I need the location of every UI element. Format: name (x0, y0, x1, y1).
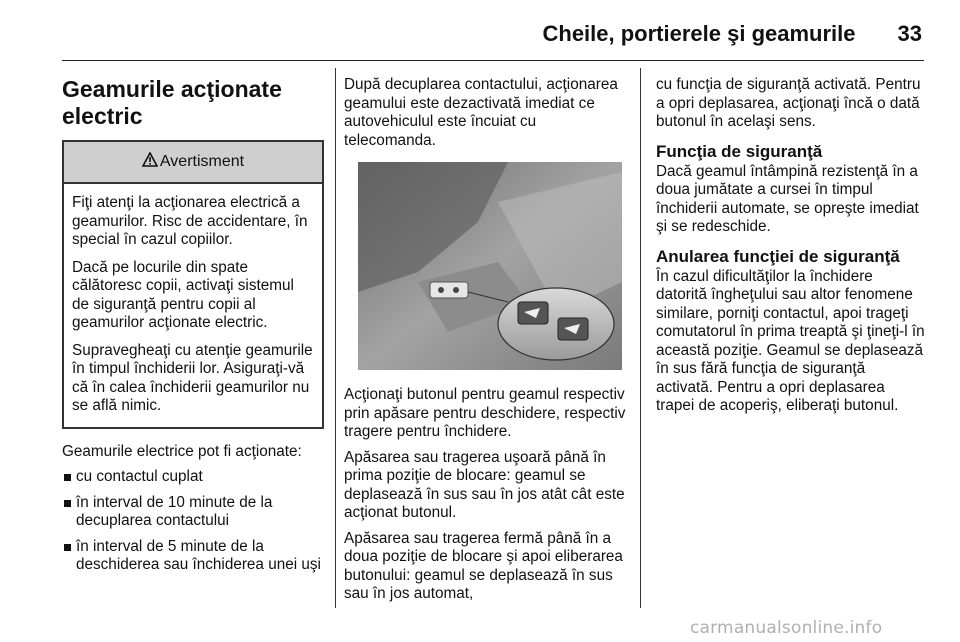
subheading-cancel-safety: Anularea funcţiei de siguranţă (656, 246, 900, 266)
warning-header (64, 142, 322, 184)
paragraph: Apăsarea sau tragerea fermă până în a doua poziţie de blocare şi apoi eliberarea butonului: geamul se deplasează în sus sau în jos automat, (344, 529, 623, 602)
paragraph: După decuplarea contactului, acţionarea geamului este dezactivată imediat ce autovehiculul este încuiat cu telecomanda. (344, 76, 618, 149)
paragraph: cu funcţia de siguranţă activată. Pentru a opri deplasarea, acţionaţi încă o dată butonul în acelaşi sens. (656, 76, 921, 130)
paragraph: Acţionaţi butonul pentru geamul respectiv prin apăsare pentru deschidere, respectiv tragere pentru închidere. (344, 386, 626, 440)
column-divider-1 (335, 68, 336, 608)
warning-paragraph: Fiţi atenţi la acţionarea electrică a geamurilor. Risc de accidentare, în special în cazul copiilor. (72, 194, 308, 248)
section-title (62, 76, 324, 130)
window-switch-photo (358, 162, 622, 370)
warning-triangle-icon (142, 152, 158, 173)
watermark: carmanualsonline.info (690, 618, 883, 638)
bullet-list (62, 468, 324, 575)
list-item: cu contactul cuplat (62, 468, 324, 487)
warning-body (64, 184, 322, 427)
header-rule (62, 60, 924, 61)
column-1 (62, 68, 324, 582)
header-title: Cheile, portierele şi geamurile (542, 21, 856, 46)
column-2 (344, 68, 626, 611)
intro-text: Geamurile electrice pot fi acţionate: (62, 442, 302, 460)
page-header (0, 14, 922, 54)
column-divider-2 (640, 68, 641, 608)
warning-heading: Avertisment (159, 152, 245, 170)
page-number: 33 (897, 21, 922, 46)
list-item: în interval de 5 minute de la deschiderea sau închiderea unei uşi (62, 538, 324, 575)
section-title-line1: Geamurile acţionate (62, 76, 282, 102)
subheading-safety-function: Funcţia de siguranţă (656, 141, 823, 161)
warning-box (62, 140, 324, 429)
section-title-line2: electric (62, 103, 143, 129)
paragraph: În cazul dificultăţilor la închidere datorită îngheţului sau altor fenomene similare, porniţi contactul, apoi trageţi comutatorul în prima treaptă şi ţineţi-l în această poziţie. Geamul se deplasează în sus fără funcţia de siguranţă activată. Pentru a opri deplasarea trapei de acoperiş, eliberaţi butonul. (656, 267, 925, 414)
paragraph: Dacă geamul întâmpină rezistenţă în a doua jumătate a cursei în timpul închiderii automate, se opreşte imediat şi se redeschide. (656, 162, 919, 235)
warning-paragraph: Dacă pe locurile din spate călătoresc copii, activaţi sistemul de siguranţă pentru copii al geamurilor acţionate electric. (72, 258, 294, 331)
paragraph: Apăsarea sau tragerea uşoară până în prima poziţie de blocare: geamul se deplasează în sus sau în jos atât cât este acţionat butonul. (344, 448, 625, 521)
warning-paragraph: Supravegheaţi cu atenţie geamurile în timpul închiderii lor. Asiguraţi-vă că în calea închiderii geamurilor nu se află nimic. (72, 341, 313, 414)
column-3 (656, 68, 926, 423)
list-item: în interval de 10 minute de la decuplarea contactului (62, 494, 324, 531)
